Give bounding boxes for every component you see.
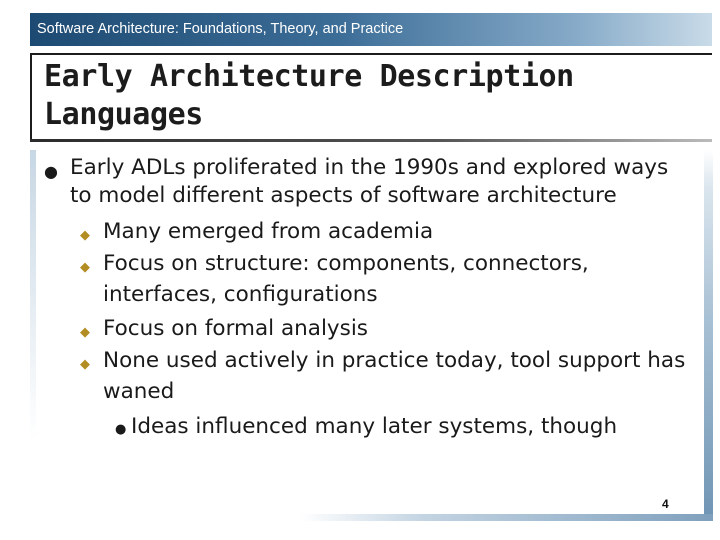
bullet-text-line2: to model different aspects of software architecture [70, 183, 617, 208]
subsub-text: Ideas influenced many later systems, though [131, 414, 618, 439]
subitem-text-cont: waned [103, 379, 175, 404]
bullet-text-line1: Early ADLs proliferated in the 1990s and explored ways [70, 155, 669, 180]
subitem-text: Many emerged from academia [103, 219, 434, 244]
header-banner-text: Software Architecture: Foundations, Theory, and Practice [37, 21, 404, 37]
bullet-dot-icon: ● [115, 422, 127, 437]
diamond-bullet-icon: ◆ [80, 260, 90, 275]
subitem-text-cont: interfaces, configurations [103, 282, 378, 307]
slide-title: Early Architecture Description Languages [44, 59, 574, 132]
bullet-dot-icon: ● [44, 162, 58, 181]
page-number: 4 [662, 497, 669, 511]
subitem-text: None used actively in practice today, tool support has [103, 348, 686, 373]
diamond-bullet-icon: ◆ [80, 228, 90, 243]
subitem-text: Focus on formal analysis [103, 316, 369, 341]
diamond-bullet-icon: ◆ [80, 357, 90, 372]
diamond-bullet-icon: ◆ [80, 325, 90, 340]
subitem-text: Focus on structure: components, connectors, [103, 251, 589, 276]
